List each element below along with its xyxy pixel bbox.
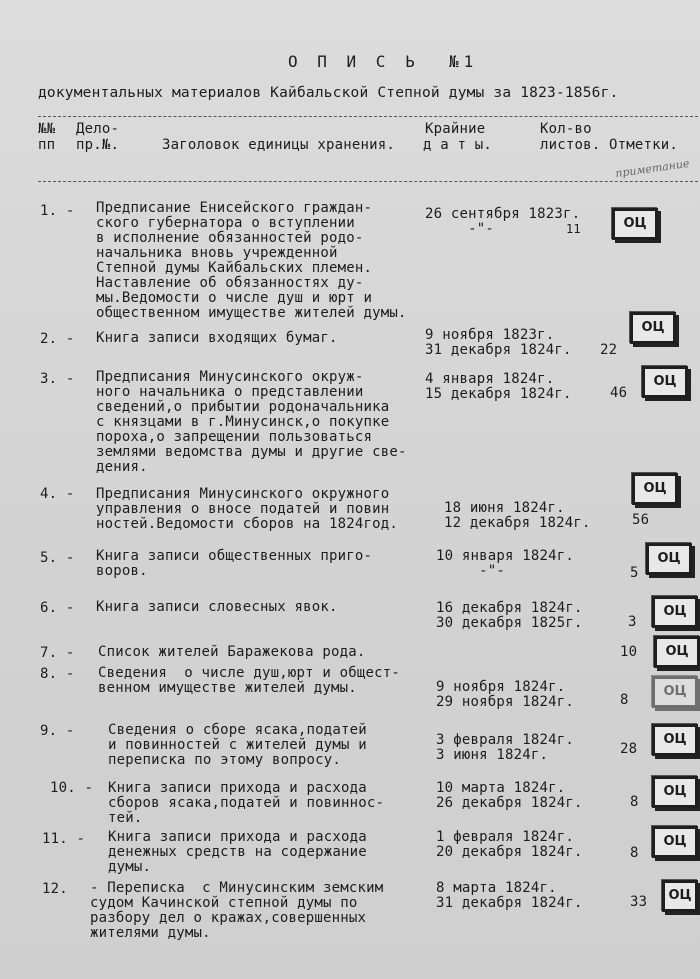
- row-1-dates: 26 сентября 1823г. -"-: [425, 206, 581, 237]
- row-2-title: Книга записи входящих бумаг.: [96, 330, 338, 346]
- row-1-sheets: 11: [566, 222, 581, 236]
- row-5-number: 5. -: [40, 550, 75, 566]
- row-12-number: 12.: [42, 881, 68, 897]
- header-num-line1: №№: [38, 121, 56, 137]
- row-4-title: Предписания Минусинского окружного управления о вносе податей и повин ностей.Ведомости сборов на 1824год.: [96, 486, 399, 532]
- row-12-title: - Переписка с Минусинским земским судом Качинской степной думы по разбору дел о кражах,совершенных жителями думы.: [90, 880, 384, 941]
- row-4-oc-stamp: ОЦ: [632, 473, 678, 505]
- header-sheets-line1: Кол-во: [540, 121, 592, 137]
- row-10-oc-stamp: ОЦ: [652, 776, 698, 808]
- header-case-line2: пр.№.: [76, 137, 120, 153]
- row-5-sheets: 5: [630, 565, 639, 581]
- row-6-title: Книга записи словесных явок.: [96, 599, 338, 615]
- row-3-title: Предписания Минусинского окруж- ного начальника о представлении сведений,о прибытии родоначальника с князцами в г.Минусинск,о покупке пороха,о запрещении пользоваться землями ведомства думы и другие све- дения.: [96, 369, 407, 475]
- row-1-title: Предписание Енисейского граждан- ского губернатора о вступлении в исполнение обязанностей родо- начальника вновь учрежденной Степной думы Кайбальских племен. Наставление об обязанностях ду- мы.Ведомости о числе душ и юрт и общественном имуществе жителей думы.: [96, 200, 407, 321]
- handwritten-margin-note: приметание: [614, 156, 691, 181]
- row-12-sheets: 33: [630, 894, 648, 910]
- row-5-title: Книга записи общественных приго- воров.: [96, 548, 373, 579]
- header-title-column: Заголовок единицы хранения.: [162, 137, 395, 153]
- row-6-oc-stamp: ОЦ: [652, 596, 698, 628]
- row-11-title: Книга записи прихода и расхода денежных средств на содержание думы.: [108, 829, 367, 875]
- row-10-title: Книга записи прихода и расхода сборов ясака,податей и повиннос- тей.: [108, 780, 385, 826]
- row-10-sheets: 8: [630, 794, 639, 810]
- row-9-title: Сведения о сборе ясака,податей и повинностей с жителей думы и переписка по этому вопросу.: [108, 722, 367, 768]
- row-2-oc-stamp: ОЦ: [630, 312, 676, 344]
- row-4-number: 4. -: [40, 486, 75, 502]
- row-8-title: Сведения о числе душ,юрт и общест- венном имуществе жителей думы.: [98, 665, 401, 696]
- row-8-dates: 9 ноября 1824г. 29 ноября 1824г.: [436, 679, 575, 710]
- row-4-sheets: 56: [632, 512, 650, 528]
- row-8-oc-stamp-faded: ОЦ: [652, 676, 698, 708]
- row-5-oc-stamp: ОЦ: [646, 543, 692, 575]
- row-9-sheets: 28: [620, 741, 638, 757]
- document-subtitle: документальных материалов Кайбальской Степной думы за 1823-1856г.: [38, 85, 619, 101]
- row-10-number: 10. -: [50, 780, 94, 796]
- header-case-line1: Дело-: [76, 121, 120, 137]
- row-7-sheets: 10: [620, 644, 638, 660]
- row-8-sheets: 8: [620, 692, 629, 708]
- row-8-number: 8. -: [40, 666, 75, 682]
- row-10-dates: 10 марта 1824г. 26 декабря 1824г.: [436, 780, 583, 811]
- row-4-dates: 18 июня 1824г. 12 декабря 1824г.: [444, 500, 591, 531]
- row-9-number: 9. -: [40, 723, 75, 739]
- header-sheets-line2: листов.: [540, 137, 601, 153]
- row-6-dates: 16 декабря 1824г. 30 декабря 1825г.: [436, 600, 583, 631]
- row-3-number: 3. -: [40, 371, 75, 387]
- row-6-sheets: 3: [628, 614, 637, 630]
- row-7-oc-stamp: ОЦ: [654, 636, 700, 668]
- row-9-dates: 3 февраля 1824г. 3 июня 1824г.: [436, 732, 575, 763]
- row-11-sheets: 8: [630, 845, 639, 861]
- header-dates-line2: д а т ы.: [423, 137, 493, 153]
- row-5-dates: 10 января 1824г. -"-: [436, 548, 575, 579]
- row-3-sheets: 46: [610, 385, 628, 401]
- row-7-number: 7. -: [40, 645, 75, 661]
- row-7-title: Список жителей Баражекова рода.: [98, 644, 366, 660]
- row-11-dates: 1 февраля 1824г. 20 декабря 1824г.: [436, 829, 583, 860]
- row-3-dates: 4 января 1824г. 15 декабря 1824г.: [425, 371, 572, 402]
- row-2-dates: 9 ноября 1823г. 31 декабря 1824г.: [425, 327, 572, 358]
- header-dates-line1: Крайние: [425, 121, 486, 137]
- row-11-number: 11. -: [42, 831, 86, 847]
- row-12-dates: 8 марта 1824г. 31 декабря 1824г.: [436, 880, 583, 911]
- row-1-number: 1. -: [40, 203, 75, 219]
- row-3-oc-stamp: ОЦ: [642, 366, 688, 398]
- row-6-number: 6. -: [40, 600, 75, 616]
- row-2-number: 2. -: [40, 331, 75, 347]
- header-divider-top: [38, 116, 698, 117]
- row-12-oc-stamp: ОЦ: [662, 880, 698, 912]
- row-11-oc-stamp: ОЦ: [652, 826, 698, 858]
- row-2-sheets: 22: [600, 342, 618, 358]
- document-title: О П И С Ь №1: [288, 52, 479, 71]
- header-notes-column: Отметки.: [609, 137, 679, 153]
- row-1-oc-stamp: ОЦ: [612, 208, 658, 240]
- header-divider-bottom: [38, 181, 698, 182]
- row-9-oc-stamp: ОЦ: [652, 724, 698, 756]
- header-num-line2: пп: [38, 137, 56, 153]
